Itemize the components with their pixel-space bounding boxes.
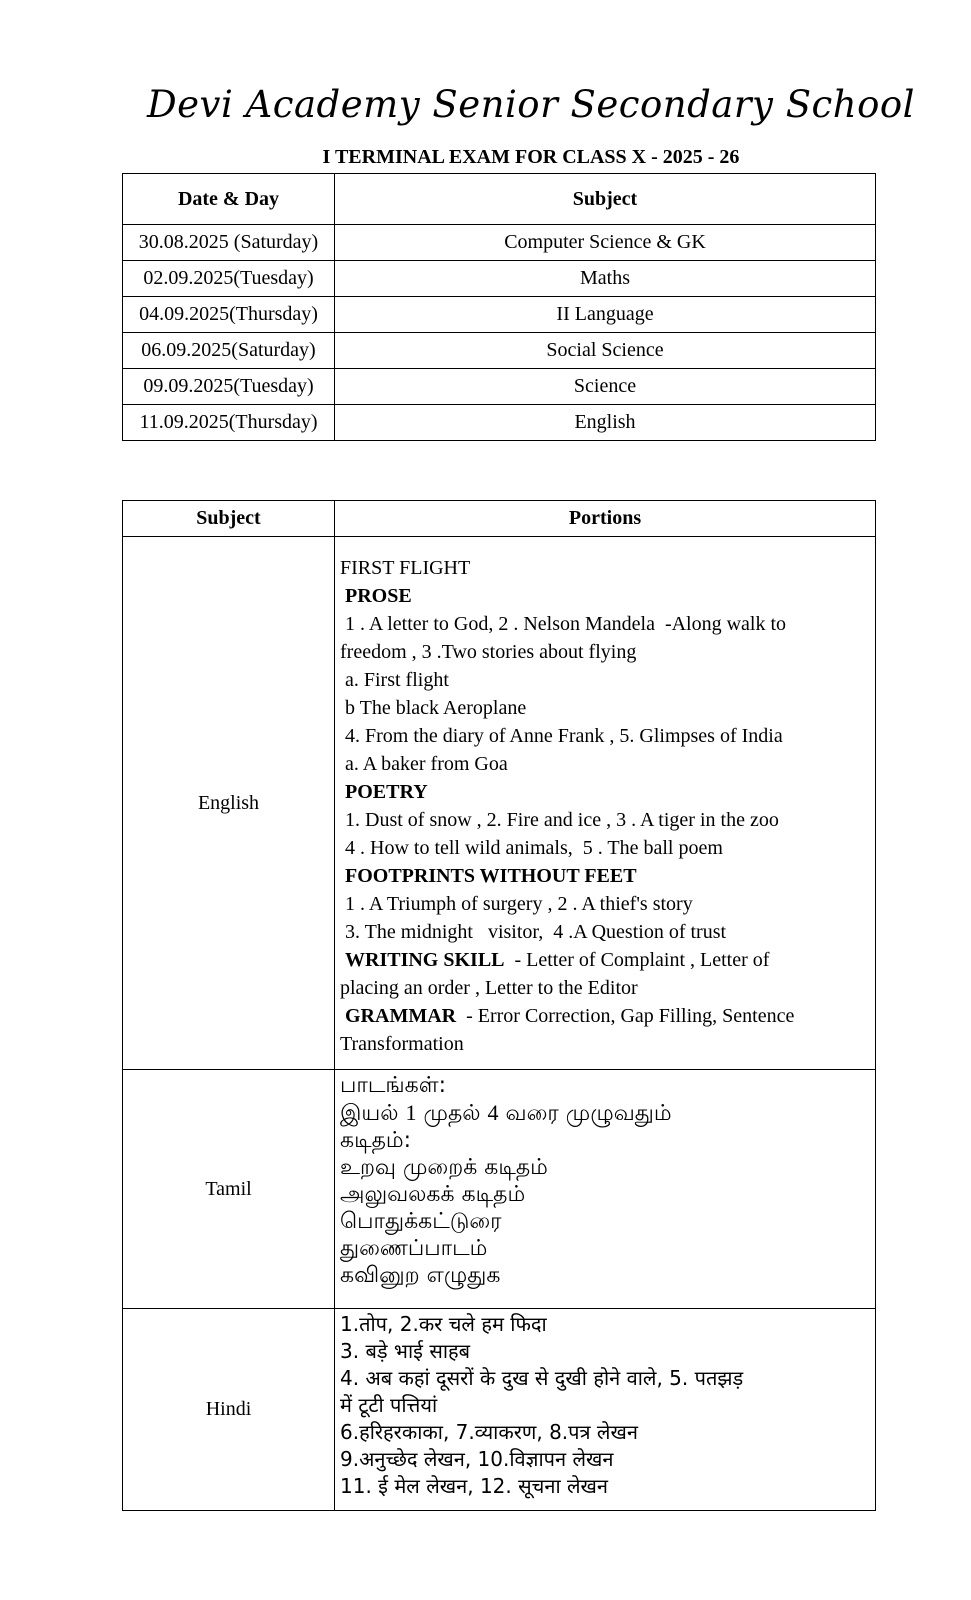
schedule-subject: English [335, 405, 876, 441]
schedule-subject: Social Science [335, 333, 876, 369]
schedule-date: 04.09.2025(Thursday) [123, 297, 335, 333]
portion-line: freedom , 3 .Two stories about flying [340, 641, 637, 663]
english-portions [335, 537, 876, 1070]
portion-line: 4. अब कहां दूसरों के दुख से दुखी होने वाले, 5. पतझड़ [340, 1366, 744, 1390]
portion-text: 4 . How to tell wild animals, 5 . The ball poem [345, 837, 723, 859]
subject-header: Subject [335, 174, 876, 225]
portion-heading [340, 582, 875, 610]
portion-text: 1. Dust of snow , 2. Fire and ice , 3 . A tiger in the zoo [345, 809, 779, 831]
portion-line: துணைப்பாடம் [340, 1236, 488, 1261]
schedule-subject: Science [335, 369, 876, 405]
schedule-subject: Computer Science & GK [335, 225, 876, 261]
portions-subject-header: Subject [123, 501, 335, 537]
portion-line: 6.हरिहरकाका, 7.व्याकरण, 8.पत्र लेखन [340, 1420, 638, 1444]
portion-text: 1 . A Triumph of surgery , 2 . A thief's story [345, 893, 693, 915]
schedule-date: 11.09.2025(Thursday) [123, 405, 335, 441]
schedule-subject: Maths [335, 261, 876, 297]
poetry-heading: POETRY [345, 781, 428, 803]
portion-line [340, 1099, 875, 1127]
portion-text: 4. From the diary of Anne Frank , 5. Glimpses of India [345, 725, 783, 747]
portion-line [340, 1002, 875, 1030]
portion-line: 11. ई मेल लेखन, 12. सूचना लेखन [340, 1474, 608, 1498]
portion-number: 1 [405, 1100, 417, 1125]
portions-header: Portions [335, 501, 876, 537]
writing-skill-heading: WRITING SKILL [345, 949, 505, 971]
portion-line: FIRST FLIGHT [340, 557, 471, 579]
prose-heading: PROSE [345, 585, 412, 607]
portion-line: में टूटी पत्तियां [340, 1393, 438, 1417]
portion-number: 4 [487, 1100, 499, 1125]
portion-line: 1.तोप, 2.कर चले हम फिदा [340, 1312, 547, 1336]
portion-text: b The black Aeroplane [345, 697, 527, 719]
tamil-subject: Tamil [123, 1070, 335, 1309]
schedule-row [123, 405, 876, 441]
exam-title: I TERMINAL EXAM FOR CLASS X - 2025 - 26 [322, 146, 740, 168]
portion-line [340, 610, 875, 638]
schedule-subject: II Language [335, 297, 876, 333]
portion-text: a. A baker from Goa [345, 753, 508, 775]
grammar-heading: GRAMMAR [345, 1005, 457, 1027]
schedule-row [123, 333, 876, 369]
exam-schedule-table [122, 173, 876, 441]
portion-text: இயல் [340, 1101, 406, 1126]
portion-line: placing an order , Letter to the Editor [340, 977, 638, 999]
english-row [123, 537, 876, 1070]
portion-line [340, 666, 875, 694]
portion-line [340, 806, 875, 834]
schedule-row [123, 225, 876, 261]
portion-text: a. First flight [345, 669, 449, 691]
portion-line [340, 750, 875, 778]
portion-text: 1 . A letter to God, 2 . Nelson Mandela -Along walk to [345, 613, 787, 635]
portion-text: வரை முழுவதும் [498, 1101, 672, 1126]
portion-text: முதல் [416, 1101, 488, 1126]
schedule-row [123, 297, 876, 333]
portion-line: 9.अनुच्छेद लेखन, 10.विज्ञापन लेखन [340, 1447, 614, 1471]
portion-text: - Error Correction, Gap Filling, Sentence [456, 1005, 795, 1027]
tamil-portions [335, 1070, 876, 1309]
portion-line: பொதுக்கட்டுரை [340, 1209, 502, 1234]
school-name: Devi Academy Senior Secondary School [147, 83, 915, 126]
english-subject: English [123, 537, 335, 1070]
portion-text: - Letter of Complaint , Letter of [504, 949, 770, 971]
portions-header-row [123, 501, 876, 537]
footprints-heading: FOOTPRINTS WITHOUT FEET [345, 865, 637, 887]
portion-line: Transformation [340, 1033, 464, 1055]
portion-line: 3. बड़े भाई साहब [340, 1339, 471, 1363]
portion-line [340, 722, 875, 750]
date-day-header: Date & Day [123, 174, 335, 225]
portion-line [340, 918, 875, 946]
portion-line: கடிதம்: [340, 1128, 412, 1153]
hindi-portions [335, 1309, 876, 1511]
portion-line [340, 834, 875, 862]
hindi-row [123, 1309, 876, 1511]
portion-line [340, 946, 875, 974]
schedule-date: 09.09.2025(Tuesday) [123, 369, 335, 405]
portion-line: பாடங்கள்: [340, 1073, 446, 1098]
hindi-subject: Hindi [123, 1309, 335, 1511]
schedule-row [123, 369, 876, 405]
portion-line: உறவு முறைக் கடிதம் [340, 1155, 548, 1180]
schedule-row [123, 261, 876, 297]
schedule-header-row [123, 174, 876, 225]
portion-line [340, 694, 875, 722]
portion-line: கவினுற எழுதுக [340, 1263, 501, 1288]
schedule-date: 30.08.2025 (Saturday) [123, 225, 335, 261]
portions-table [122, 500, 876, 1511]
schedule-date: 02.09.2025(Tuesday) [123, 261, 335, 297]
schedule-date: 06.09.2025(Saturday) [123, 333, 335, 369]
portion-line: அலுவலகக் கடிதம் [340, 1182, 526, 1207]
portion-text: 3. The midnight visitor, 4 .A Question of trust [345, 921, 727, 943]
portion-heading [340, 778, 875, 806]
portion-heading [340, 862, 875, 890]
tamil-row [123, 1070, 876, 1309]
portion-line [340, 890, 875, 918]
